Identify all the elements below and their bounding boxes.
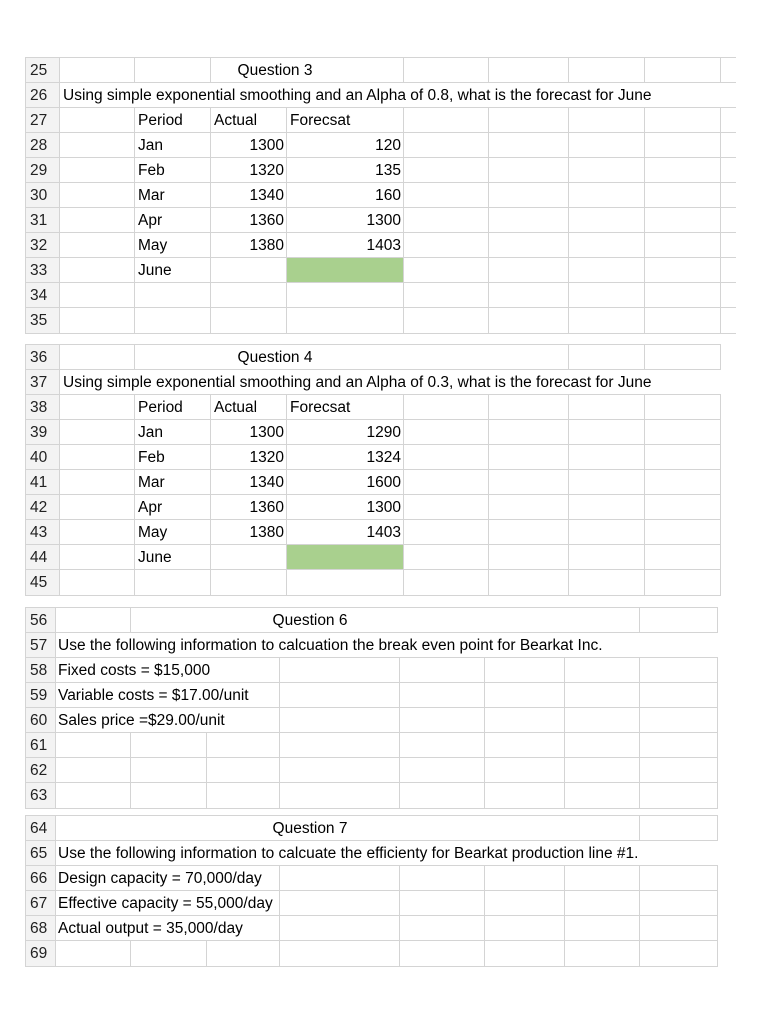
cell[interactable] bbox=[489, 308, 569, 333]
row-69 bbox=[25, 940, 718, 967]
actual-cell[interactable]: 1320 bbox=[211, 445, 287, 470]
cell[interactable] bbox=[280, 916, 400, 941]
period-cell[interactable]: Apr bbox=[135, 208, 211, 233]
cell[interactable] bbox=[60, 570, 135, 595]
cell[interactable] bbox=[565, 891, 640, 916]
cell[interactable] bbox=[489, 395, 569, 420]
row-60 bbox=[25, 707, 718, 733]
cell[interactable] bbox=[569, 208, 645, 233]
cell[interactable] bbox=[565, 866, 640, 891]
forecast-answer-cell[interactable] bbox=[287, 545, 404, 570]
row-58 bbox=[25, 657, 718, 683]
cell[interactable] bbox=[489, 420, 569, 445]
cell[interactable] bbox=[404, 158, 489, 183]
row-header[interactable]: 60 bbox=[25, 708, 56, 733]
row-header[interactable]: 45 bbox=[25, 570, 60, 595]
cell[interactable] bbox=[645, 345, 721, 370]
cell[interactable] bbox=[565, 683, 640, 708]
cell[interactable] bbox=[485, 708, 565, 733]
row-header[interactable]: 62 bbox=[25, 758, 56, 783]
cell[interactable] bbox=[489, 345, 569, 370]
cell[interactable] bbox=[640, 608, 718, 633]
row-header[interactable]: 57 bbox=[25, 633, 56, 658]
row-56 bbox=[25, 607, 718, 633]
row-header[interactable]: 40 bbox=[25, 445, 60, 470]
cell[interactable] bbox=[56, 608, 131, 633]
cell[interactable] bbox=[485, 733, 565, 758]
actual-cell[interactable] bbox=[211, 258, 287, 283]
forecast-cell[interactable]: 1403 bbox=[287, 520, 404, 545]
cell[interactable] bbox=[60, 283, 135, 308]
cell[interactable] bbox=[60, 520, 135, 545]
row-35 bbox=[25, 307, 736, 334]
question-4-title: Question 4 bbox=[235, 345, 316, 370]
actual-cell[interactable]: 1340 bbox=[211, 183, 287, 208]
cell[interactable] bbox=[404, 395, 489, 420]
cell[interactable] bbox=[400, 733, 485, 758]
period-cell[interactable]: Apr bbox=[135, 495, 211, 520]
cell[interactable] bbox=[56, 758, 131, 783]
row-header[interactable]: 61 bbox=[25, 733, 56, 758]
cell[interactable] bbox=[645, 308, 721, 333]
forecast-header[interactable]: Forecsat bbox=[287, 108, 404, 133]
cell[interactable] bbox=[489, 258, 569, 283]
actual-cell[interactable]: 1300 bbox=[211, 420, 287, 445]
cell[interactable] bbox=[645, 545, 721, 570]
cell[interactable] bbox=[60, 258, 135, 283]
actual-cell[interactable] bbox=[211, 545, 287, 570]
cell[interactable] bbox=[645, 283, 721, 308]
cell[interactable] bbox=[404, 258, 489, 283]
cell[interactable] bbox=[569, 470, 645, 495]
forecast-answer-cell[interactable] bbox=[287, 258, 404, 283]
row-header[interactable]: 58 bbox=[25, 658, 56, 683]
cell[interactable] bbox=[56, 733, 131, 758]
cell[interactable] bbox=[404, 495, 489, 520]
period-cell[interactable]: Feb bbox=[135, 445, 211, 470]
row-65 bbox=[25, 840, 718, 866]
cell[interactable] bbox=[60, 158, 135, 183]
period-cell[interactable]: May bbox=[135, 233, 211, 258]
cell[interactable] bbox=[569, 520, 645, 545]
row-header[interactable]: 44 bbox=[25, 545, 60, 570]
cell[interactable] bbox=[60, 108, 135, 133]
cell[interactable] bbox=[569, 183, 645, 208]
cell[interactable] bbox=[207, 733, 280, 758]
cell[interactable] bbox=[569, 345, 645, 370]
cell[interactable] bbox=[640, 916, 718, 941]
cell[interactable] bbox=[569, 545, 645, 570]
cell[interactable] bbox=[489, 470, 569, 495]
cell[interactable] bbox=[60, 470, 135, 495]
row-26 bbox=[25, 82, 736, 108]
cell[interactable] bbox=[56, 783, 131, 808]
cell[interactable] bbox=[565, 916, 640, 941]
period-cell[interactable]: Mar bbox=[135, 470, 211, 495]
row-header[interactable]: 34 bbox=[25, 283, 60, 308]
cell[interactable] bbox=[489, 233, 569, 258]
cell[interactable] bbox=[645, 258, 721, 283]
cell[interactable] bbox=[489, 58, 569, 83]
cell[interactable] bbox=[489, 545, 569, 570]
cell[interactable] bbox=[485, 891, 565, 916]
cell[interactable] bbox=[207, 658, 280, 683]
cell[interactable] bbox=[280, 733, 400, 758]
question-3-title: Question 3 bbox=[235, 58, 316, 83]
cell[interactable] bbox=[211, 570, 287, 595]
forecast-cell[interactable]: 1403 bbox=[287, 233, 404, 258]
question-7-title: Question 7 bbox=[270, 816, 351, 841]
cell[interactable] bbox=[569, 395, 645, 420]
cell[interactable] bbox=[645, 470, 721, 495]
row-57 bbox=[25, 632, 718, 658]
cell[interactable] bbox=[569, 308, 645, 333]
forecast-header[interactable]: Forecsat bbox=[287, 395, 404, 420]
cell[interactable] bbox=[60, 183, 135, 208]
row-38 bbox=[25, 394, 721, 420]
fixed-costs[interactable]: Fixed costs = $15,000 bbox=[58, 658, 212, 683]
cell[interactable] bbox=[640, 758, 718, 783]
cell[interactable] bbox=[485, 658, 565, 683]
actual-cell[interactable]: 1320 bbox=[211, 158, 287, 183]
cell[interactable] bbox=[60, 58, 135, 83]
cell[interactable] bbox=[280, 783, 400, 808]
cell[interactable] bbox=[565, 816, 640, 841]
cell[interactable] bbox=[645, 108, 721, 133]
cell[interactable] bbox=[404, 308, 489, 333]
question-6-prompt[interactable]: Use the following information to calcuation the break even point for Bearkat Inc. bbox=[58, 633, 605, 658]
forecast-cell[interactable]: 160 bbox=[287, 183, 404, 208]
cell[interactable] bbox=[640, 941, 718, 966]
row-30 bbox=[25, 182, 736, 208]
cell[interactable] bbox=[207, 783, 280, 808]
row-31 bbox=[25, 207, 736, 233]
row-header[interactable]: 39 bbox=[25, 420, 60, 445]
cell[interactable] bbox=[404, 545, 489, 570]
row-header[interactable]: 26 bbox=[25, 83, 60, 108]
row-68 bbox=[25, 915, 718, 941]
actual-header[interactable]: Actual bbox=[211, 395, 287, 420]
cell[interactable] bbox=[404, 520, 489, 545]
cell[interactable] bbox=[645, 58, 721, 83]
cell[interactable] bbox=[645, 395, 721, 420]
row-62 bbox=[25, 757, 718, 783]
period-cell[interactable]: June bbox=[135, 258, 211, 283]
row-header[interactable]: 35 bbox=[25, 308, 60, 333]
cell[interactable] bbox=[640, 683, 718, 708]
cell[interactable] bbox=[485, 941, 565, 966]
row-44 bbox=[25, 544, 721, 570]
cell[interactable] bbox=[404, 133, 489, 158]
cell[interactable] bbox=[404, 420, 489, 445]
cell[interactable] bbox=[280, 758, 400, 783]
row-header[interactable]: 42 bbox=[25, 495, 60, 520]
cell[interactable] bbox=[565, 783, 640, 808]
cell[interactable] bbox=[60, 308, 135, 333]
actual-output[interactable]: Actual output = 35,000/day bbox=[58, 916, 245, 941]
row-header[interactable]: 68 bbox=[25, 916, 56, 941]
forecast-cell[interactable]: 135 bbox=[287, 158, 404, 183]
cell[interactable] bbox=[404, 283, 489, 308]
cell[interactable] bbox=[640, 658, 718, 683]
cell[interactable] bbox=[489, 495, 569, 520]
cell[interactable] bbox=[131, 758, 207, 783]
period-header[interactable]: Period bbox=[135, 108, 211, 133]
cell[interactable] bbox=[60, 420, 135, 445]
cell[interactable] bbox=[280, 941, 400, 966]
row-59 bbox=[25, 682, 718, 708]
cell[interactable] bbox=[280, 708, 400, 733]
cell[interactable] bbox=[489, 108, 569, 133]
forecast-cell[interactable]: 120 bbox=[287, 133, 404, 158]
cell[interactable] bbox=[400, 916, 485, 941]
row-header[interactable]: 64 bbox=[25, 816, 56, 841]
sales-price[interactable]: Sales price =$29.00/unit bbox=[58, 708, 227, 733]
row-header[interactable]: 30 bbox=[25, 183, 60, 208]
row-28 bbox=[25, 132, 736, 158]
cell[interactable] bbox=[489, 183, 569, 208]
cell[interactable] bbox=[569, 108, 645, 133]
cell[interactable] bbox=[485, 783, 565, 808]
cell[interactable] bbox=[645, 520, 721, 545]
period-cell[interactable]: Mar bbox=[135, 183, 211, 208]
cell[interactable] bbox=[287, 283, 404, 308]
forecast-cell[interactable]: 1300 bbox=[287, 208, 404, 233]
row-header[interactable]: 37 bbox=[25, 370, 60, 395]
cell[interactable] bbox=[645, 570, 721, 595]
actual-cell[interactable]: 1380 bbox=[211, 233, 287, 258]
row-header[interactable]: 25 bbox=[25, 58, 60, 83]
row-header[interactable]: 56 bbox=[25, 608, 56, 633]
cell[interactable] bbox=[400, 783, 485, 808]
actual-cell[interactable]: 1380 bbox=[211, 520, 287, 545]
row-header[interactable]: 65 bbox=[25, 841, 56, 866]
cell[interactable] bbox=[645, 158, 721, 183]
question-6-title: Question 6 bbox=[270, 608, 351, 633]
row-43 bbox=[25, 519, 721, 545]
row-39 bbox=[25, 419, 721, 445]
cell[interactable] bbox=[404, 570, 489, 595]
forecast-cell[interactable]: 1324 bbox=[287, 445, 404, 470]
cell[interactable] bbox=[565, 941, 640, 966]
row-header[interactable]: 66 bbox=[25, 866, 56, 891]
forecast-cell[interactable]: 1600 bbox=[287, 470, 404, 495]
cell[interactable] bbox=[400, 758, 485, 783]
cell[interactable] bbox=[404, 470, 489, 495]
cell[interactable] bbox=[400, 658, 485, 683]
cell[interactable] bbox=[280, 683, 400, 708]
cell[interactable] bbox=[485, 683, 565, 708]
row-header[interactable]: 32 bbox=[25, 233, 60, 258]
cell[interactable] bbox=[569, 133, 645, 158]
row-66 bbox=[25, 865, 718, 891]
cell[interactable] bbox=[404, 58, 489, 83]
forecast-cell[interactable]: 1290 bbox=[287, 420, 404, 445]
row-header[interactable]: 41 bbox=[25, 470, 60, 495]
cell[interactable] bbox=[60, 133, 135, 158]
cell[interactable] bbox=[569, 283, 645, 308]
cell[interactable] bbox=[400, 708, 485, 733]
actual-cell[interactable]: 1340 bbox=[211, 470, 287, 495]
cell[interactable] bbox=[400, 683, 485, 708]
cell[interactable] bbox=[645, 233, 721, 258]
cell[interactable] bbox=[565, 758, 640, 783]
row-header[interactable]: 31 bbox=[25, 208, 60, 233]
actual-header[interactable]: Actual bbox=[211, 108, 287, 133]
cell[interactable] bbox=[569, 158, 645, 183]
row-45 bbox=[25, 569, 721, 596]
cell[interactable] bbox=[721, 83, 736, 108]
cell[interactable] bbox=[211, 308, 287, 333]
cell[interactable] bbox=[569, 495, 645, 520]
row-63 bbox=[25, 782, 718, 809]
row-34 bbox=[25, 282, 736, 308]
cell[interactable] bbox=[211, 283, 287, 308]
cell[interactable] bbox=[287, 570, 404, 595]
actual-cell[interactable]: 1360 bbox=[211, 208, 287, 233]
row-header[interactable]: 43 bbox=[25, 520, 60, 545]
cell[interactable] bbox=[645, 208, 721, 233]
cell[interactable] bbox=[60, 345, 135, 370]
cell[interactable] bbox=[489, 158, 569, 183]
cell[interactable] bbox=[489, 445, 569, 470]
cell[interactable] bbox=[569, 258, 645, 283]
cell[interactable] bbox=[640, 866, 718, 891]
row-67 bbox=[25, 890, 718, 916]
cell[interactable] bbox=[565, 658, 640, 683]
row-header[interactable]: 59 bbox=[25, 683, 56, 708]
cell[interactable] bbox=[404, 445, 489, 470]
cell[interactable] bbox=[640, 733, 718, 758]
forecast-cell[interactable]: 1300 bbox=[287, 495, 404, 520]
cell[interactable] bbox=[56, 941, 131, 966]
row-header[interactable]: 27 bbox=[25, 108, 60, 133]
effective-capacity[interactable]: Effective capacity = 55,000/day bbox=[58, 891, 275, 916]
cell[interactable] bbox=[645, 420, 721, 445]
row-61 bbox=[25, 732, 718, 758]
cell[interactable] bbox=[640, 708, 718, 733]
cell[interactable] bbox=[404, 108, 489, 133]
cell[interactable] bbox=[485, 916, 565, 941]
cell[interactable] bbox=[485, 866, 565, 891]
cell[interactable] bbox=[400, 891, 485, 916]
cell[interactable] bbox=[287, 308, 404, 333]
cell[interactable] bbox=[280, 866, 400, 891]
cell[interactable] bbox=[60, 445, 135, 470]
cell[interactable] bbox=[645, 133, 721, 158]
cell[interactable] bbox=[400, 941, 485, 966]
cell[interactable] bbox=[565, 733, 640, 758]
period-cell[interactable]: Jan bbox=[135, 133, 211, 158]
row-37 bbox=[25, 369, 721, 395]
cell[interactable] bbox=[404, 183, 489, 208]
cell[interactable] bbox=[489, 520, 569, 545]
cell[interactable] bbox=[400, 866, 485, 891]
period-cell[interactable]: Jan bbox=[135, 420, 211, 445]
cell[interactable] bbox=[60, 395, 135, 420]
design-capacity[interactable]: Design capacity = 70,000/day bbox=[58, 866, 264, 891]
row-header[interactable]: 28 bbox=[25, 133, 60, 158]
cell[interactable] bbox=[60, 233, 135, 258]
row-header[interactable]: 29 bbox=[25, 158, 60, 183]
cell[interactable] bbox=[135, 308, 211, 333]
question-7-prompt[interactable]: Use the following information to calcuate the efficienty for Bearkat production line #1. bbox=[58, 841, 640, 866]
row-40 bbox=[25, 444, 721, 470]
cell[interactable] bbox=[404, 208, 489, 233]
cell[interactable] bbox=[569, 445, 645, 470]
row-64 bbox=[25, 815, 718, 841]
period-cell[interactable]: June bbox=[135, 545, 211, 570]
cell[interactable] bbox=[489, 208, 569, 233]
cell[interactable] bbox=[485, 758, 565, 783]
cell[interactable] bbox=[640, 816, 718, 841]
cell[interactable] bbox=[280, 891, 400, 916]
cell[interactable] bbox=[280, 658, 400, 683]
cell[interactable] bbox=[131, 941, 207, 966]
period-cell[interactable]: May bbox=[135, 520, 211, 545]
cell[interactable] bbox=[207, 941, 280, 966]
row-header[interactable]: 63 bbox=[25, 783, 56, 808]
cell[interactable] bbox=[645, 495, 721, 520]
cell[interactable] bbox=[404, 233, 489, 258]
row-header[interactable]: 38 bbox=[25, 395, 60, 420]
question-4-prompt[interactable]: Using simple exponential smoothing and an Alpha of 0.3, what is the forecast for June bbox=[63, 370, 654, 395]
row-header[interactable]: 69 bbox=[25, 941, 56, 966]
variable-costs[interactable]: Variable costs = $17.00/unit bbox=[58, 683, 251, 708]
cell[interactable] bbox=[131, 783, 207, 808]
row-32 bbox=[25, 232, 736, 258]
cell[interactable] bbox=[569, 233, 645, 258]
cell[interactable] bbox=[207, 758, 280, 783]
row-33 bbox=[25, 257, 736, 283]
cell[interactable] bbox=[60, 495, 135, 520]
question-3-prompt[interactable]: Using simple exponential smoothing and an Alpha of 0.8, what is the forecast for June bbox=[63, 83, 654, 108]
period-cell[interactable]: Feb bbox=[135, 158, 211, 183]
row-header[interactable]: 67 bbox=[25, 891, 56, 916]
row-25 bbox=[25, 57, 736, 83]
cell[interactable] bbox=[489, 133, 569, 158]
row-29 bbox=[25, 157, 736, 183]
cell[interactable] bbox=[569, 58, 645, 83]
cell[interactable] bbox=[135, 570, 211, 595]
cell[interactable] bbox=[569, 420, 645, 445]
cell[interactable] bbox=[569, 570, 645, 595]
cell[interactable] bbox=[489, 283, 569, 308]
actual-cell[interactable]: 1360 bbox=[211, 495, 287, 520]
row-27 bbox=[25, 107, 736, 133]
cell[interactable] bbox=[640, 783, 718, 808]
cell[interactable] bbox=[640, 891, 718, 916]
period-header[interactable]: Period bbox=[135, 395, 211, 420]
row-42 bbox=[25, 494, 721, 520]
cell[interactable] bbox=[60, 208, 135, 233]
row-header[interactable]: 33 bbox=[25, 258, 60, 283]
cell[interactable] bbox=[645, 183, 721, 208]
row-header[interactable]: 36 bbox=[25, 345, 60, 370]
cell[interactable] bbox=[60, 545, 135, 570]
actual-cell[interactable]: 1300 bbox=[211, 133, 287, 158]
cell[interactable] bbox=[565, 708, 640, 733]
cell[interactable] bbox=[489, 570, 569, 595]
row-41 bbox=[25, 469, 721, 495]
cell[interactable] bbox=[135, 58, 211, 83]
cell[interactable] bbox=[131, 733, 207, 758]
row-36 bbox=[25, 344, 721, 370]
cell[interactable] bbox=[135, 283, 211, 308]
cell[interactable] bbox=[645, 445, 721, 470]
cell[interactable] bbox=[565, 608, 640, 633]
